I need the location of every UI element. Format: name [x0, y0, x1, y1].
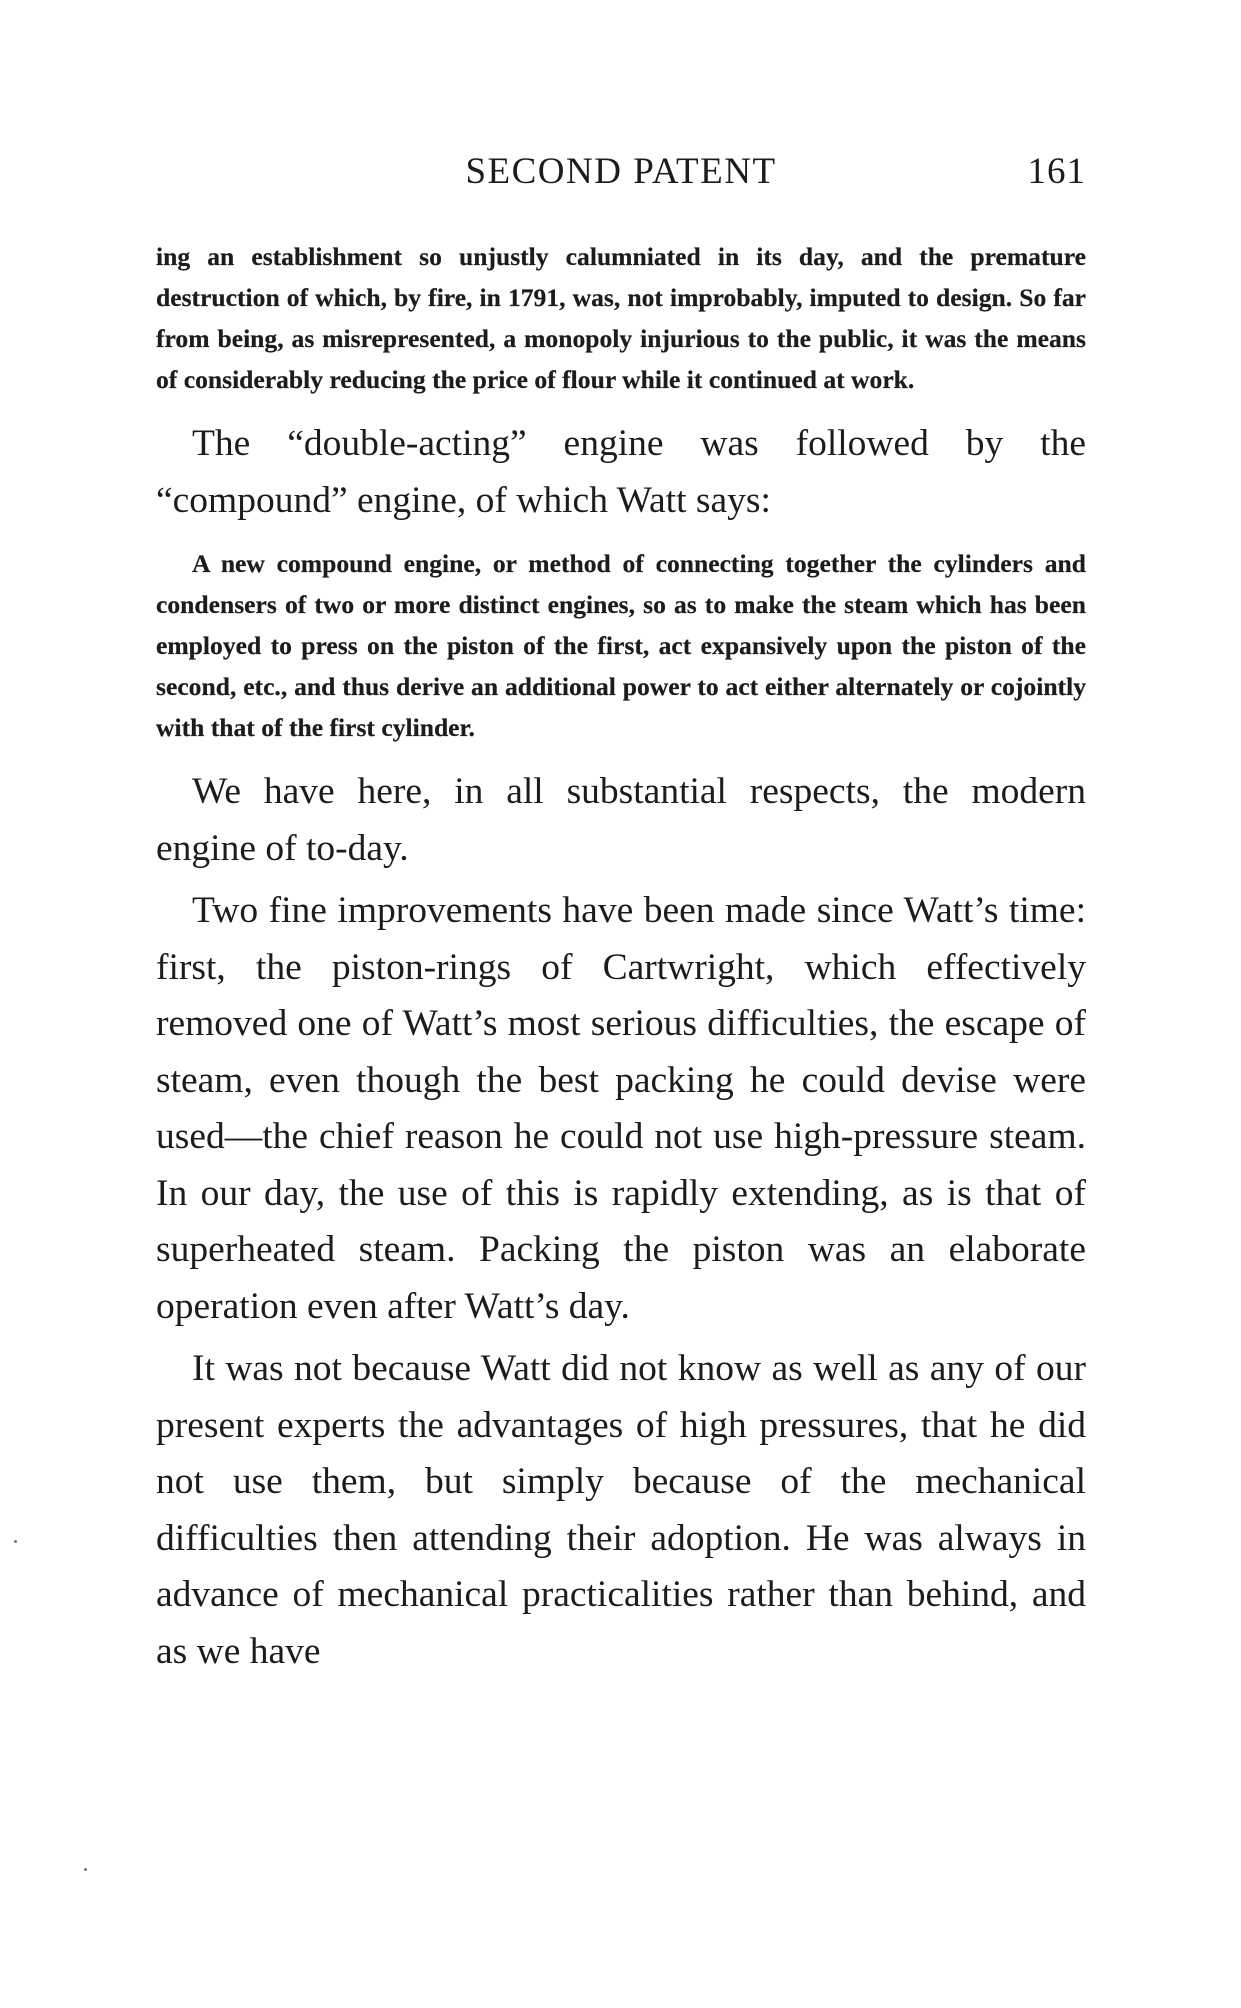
running-head — [156, 150, 1086, 200]
scan-speck — [14, 1540, 17, 1543]
paragraph-compound-engine: The “double-acting” engine was followed by the “compound” engine, of which Watt says: — [156, 423, 1086, 521]
body-text — [156, 236, 1086, 1680]
scan-speck — [84, 1868, 87, 1871]
paragraph-high-pressures: It was not because Watt did not know as well as any of our present experts the advantages of high pressures, that he did not use them, but simply because of the mechanical difficulties then attending their adoption. He was always in advance of mechanical practicalities rather than behind, and as we have — [156, 1348, 1086, 1672]
page-number: 161 — [1027, 151, 1086, 192]
block-quote: A new compound engine, or method of connecting together the cylinders and condensers of two or more distinct engines, so as to make the steam which has been employed to press on the piston of the first, act expansively upon the piston of the second, etc., and thus derive an additional power to act either alternately or cojointly with that of the first cylinder. — [156, 549, 1086, 742]
paragraph-continuation: ing an establishment so unjustly calumniated in its day, and the premature destruction of which, by fire, in 1791, was, not improbably, imputed to design. So far from being, as misrepresented, a monopoly injurious to the public, it was the means of considerably reducing the price of flour while it continued at work. — [156, 242, 1086, 394]
running-title: SECOND PATENT — [465, 151, 777, 192]
paragraph-modern-engine: We have here, in all substantial respects, the modern engine of to-day. — [156, 771, 1086, 869]
paragraph-improvements: Two fine improvements have been made since Watt’s time: first, the piston-rings of Cartwright, which effectively removed one of Watt’s most serious difficulties, the escape of steam, even though the best packing he could devise were used—the chief reason he could not use high-pressure steam. In our day, the use of this is rapidly extending, as is that of superheated steam. Packing the piston was an elaborate operation even after Watt’s day. — [156, 890, 1086, 1327]
